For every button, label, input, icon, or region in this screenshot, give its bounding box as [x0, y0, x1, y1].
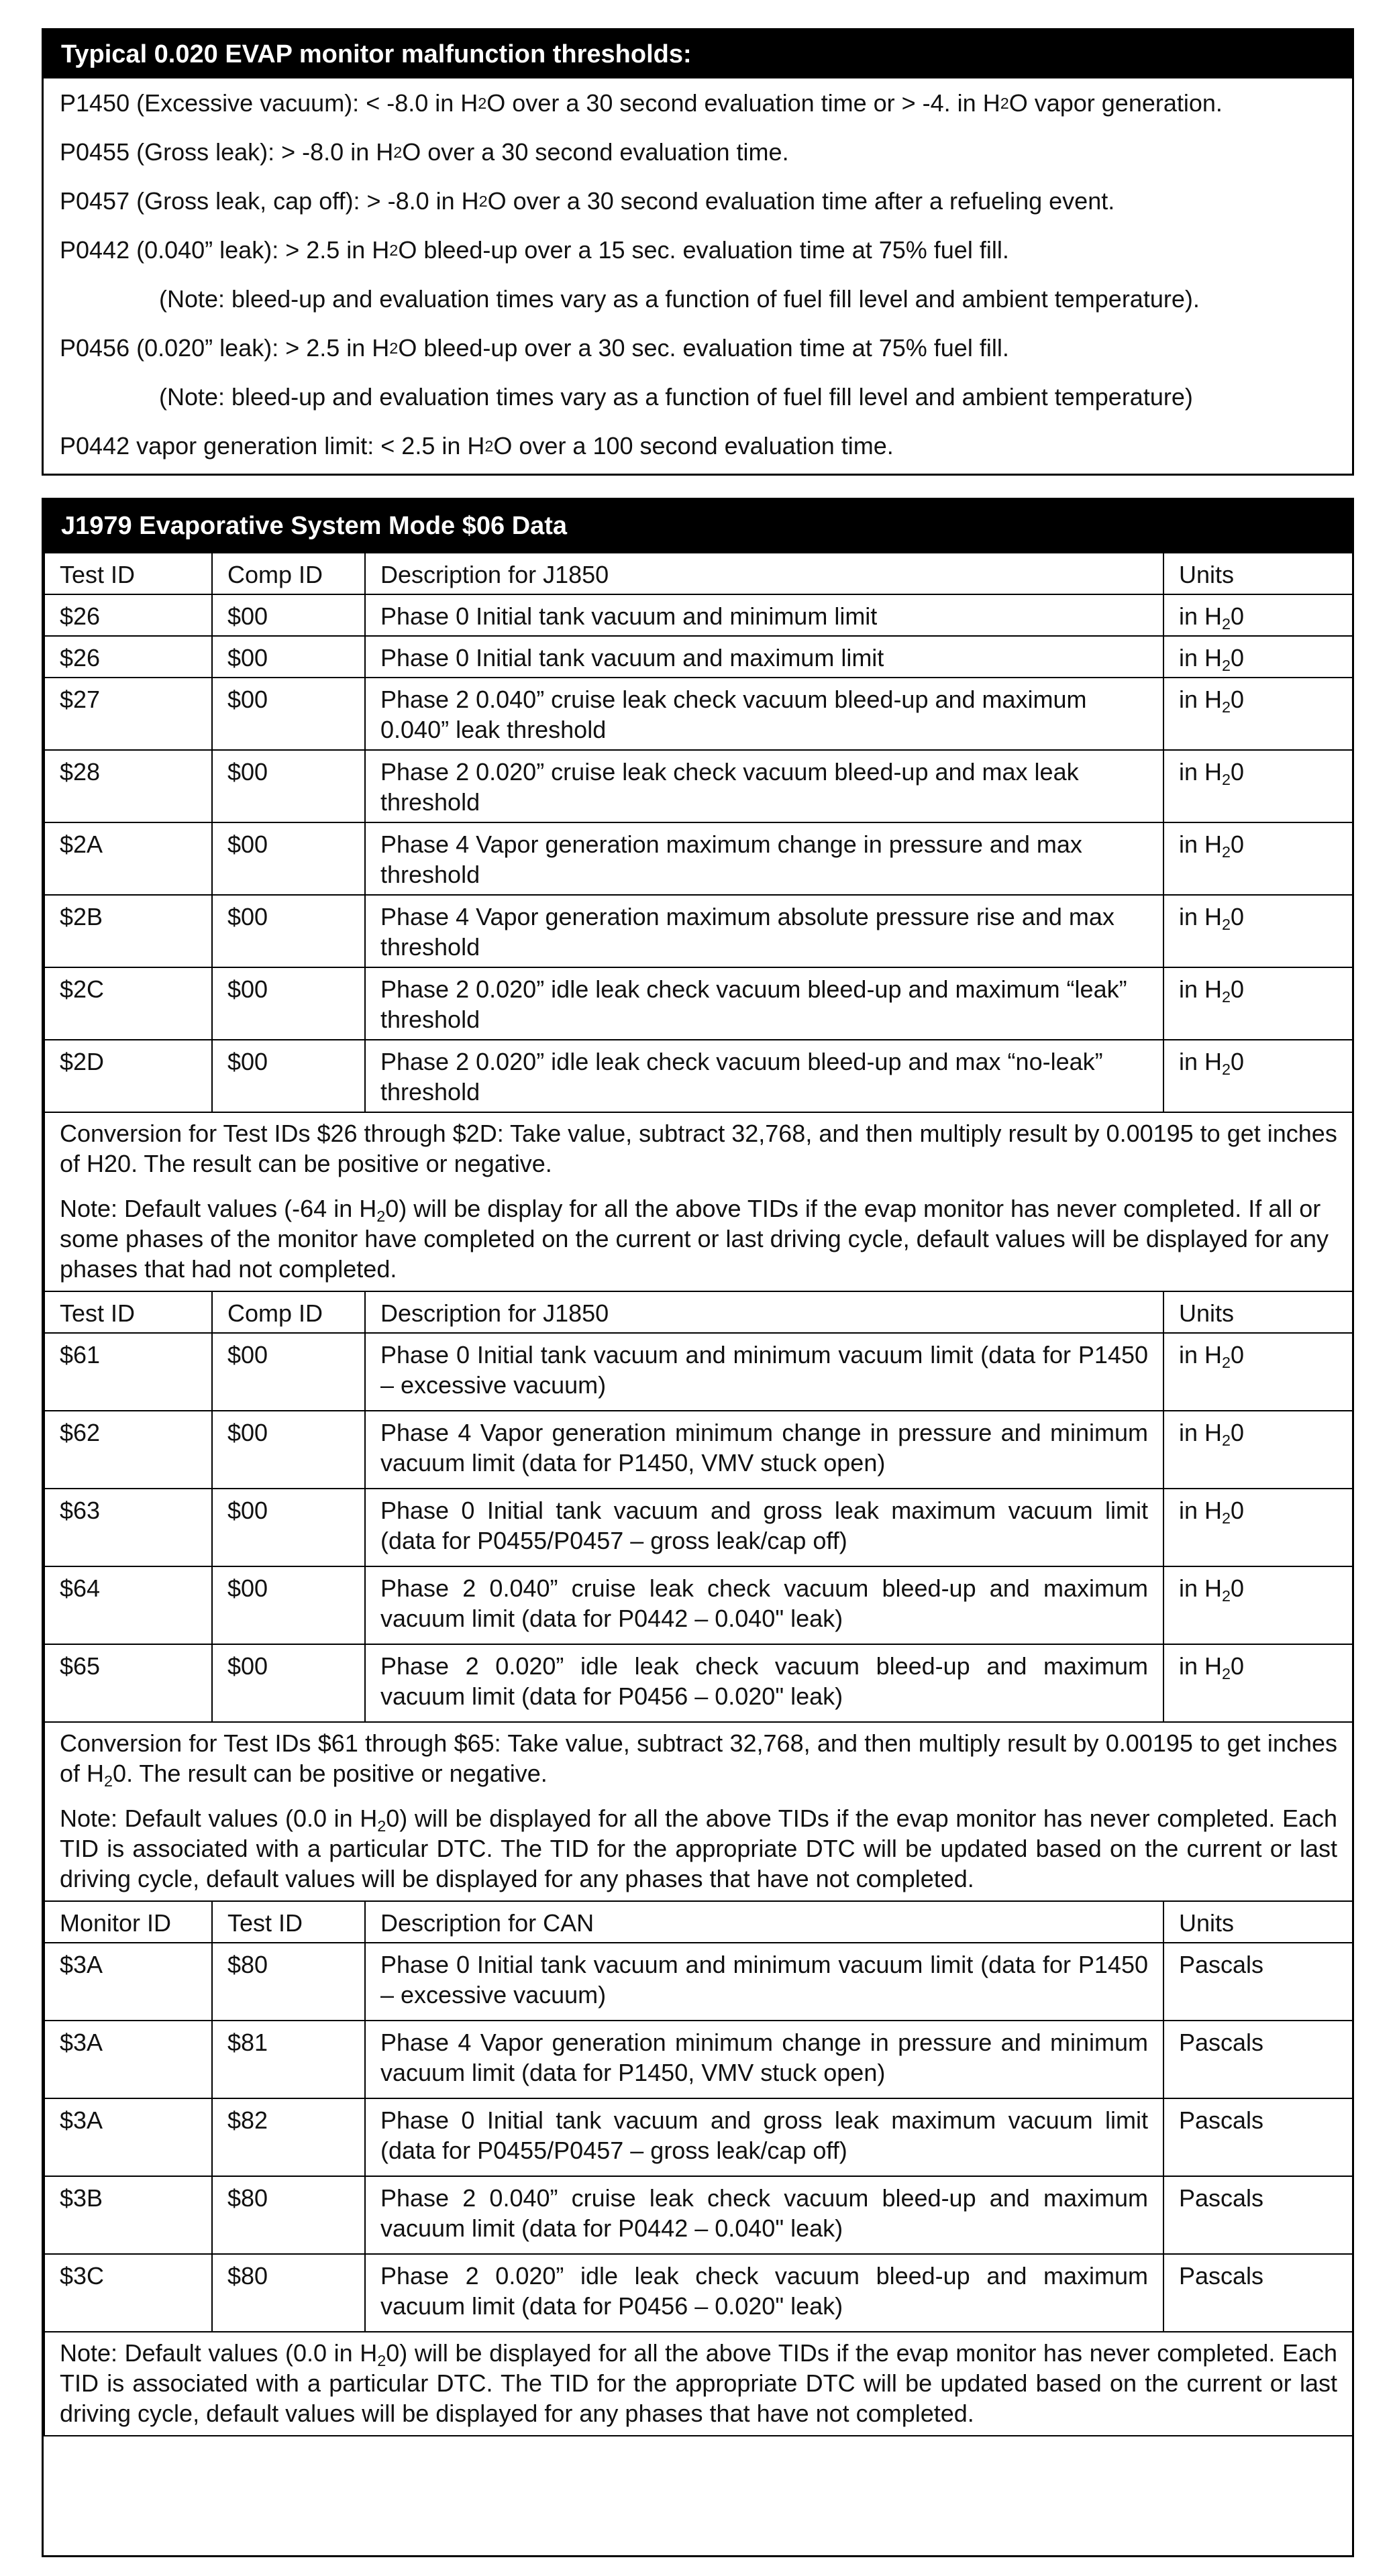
units: in $H_20$ — [1163, 636, 1353, 678]
table-row — [44, 967, 1353, 1040]
threshold-note: (Note: bleed-up and evaluation times vary as a function of fuel fill level and ambient temperature) — [159, 382, 1193, 411]
monitor-id: $3B — [44, 2176, 212, 2254]
units: in $H_20$ — [1163, 594, 1353, 636]
units: Pascals — [1163, 2176, 1353, 2254]
notes-row — [44, 1722, 1353, 1901]
table-row — [44, 895, 1353, 967]
comp-id: $00 — [212, 594, 365, 636]
description: Phase 4 Vapor generation minimum change in pressure and minimum vacuum limit (data for P1450, VMV stuck open) — [365, 2021, 1163, 2098]
col-header: Units — [1163, 1901, 1353, 1943]
threshold-p0455: P0455 (Gross leak): > -8.0 in H 2 O over a 30 second evaluation time. — [60, 138, 789, 166]
col-header: Comp ID — [212, 1291, 365, 1333]
table-row — [44, 1566, 1353, 1644]
table-row — [44, 822, 1353, 895]
monitor-id: $3A — [44, 1943, 212, 2021]
description: Phase 2 0.040” cruise leak check vacuum bleed-up and maximum vacuum limit (data for P0442 – 0.040" leak) — [365, 2176, 1163, 2254]
default-values-note: Note: Default values (0.0 in $H_20$) will be displayed for all the above TIDs if the evap monitor has never completed. Each TID is associated with a particular DTC. The TID for the appropriate DTC will be updated based on the current or last driving cycle, default values will be displayed for any phases that have not completed. — [60, 1805, 1337, 1892]
table-row — [44, 636, 1353, 678]
col-header: Units — [1163, 1291, 1353, 1333]
units: in $H_20$ — [1163, 678, 1353, 750]
units: in $H_20$ — [1163, 822, 1353, 895]
units: Pascals — [1163, 2021, 1353, 2098]
col-header: Test ID — [212, 1901, 365, 1943]
mode06-table — [44, 552, 1353, 2436]
notes-row — [44, 2332, 1353, 2436]
table-row — [44, 678, 1353, 750]
default-values-note: Note: Default values (0.0 in $H_20$) will be displayed for all the above TIDs if the evap monitor has never completed. Each TID is associated with a particular DTC. The TID for the appropriate DTC will be updated based on the current or last driving cycle, default values will be displayed for any phases that have not completed. — [60, 2339, 1337, 2427]
conversion-note: Conversion for Test IDs $26 through $2D: Take value, subtract 32,768, and then multiply result by 0.00195 to get inches of H20. The result can be positive or negative. — [60, 1120, 1337, 1177]
test-id: $2A — [44, 822, 212, 895]
test-id: $2D — [44, 1040, 212, 1112]
test-id: $2C — [44, 967, 212, 1040]
test-id: $81 — [212, 2021, 365, 2098]
col-header: Description for CAN — [365, 1901, 1163, 1943]
table-row — [44, 2176, 1353, 2254]
description: Phase 2 0.040” cruise leak check vacuum bleed-up and maximum vacuum limit (data for P0442 – 0.040" leak) — [365, 1566, 1163, 1644]
comp-id: $00 — [212, 1489, 365, 1566]
table-row — [44, 750, 1353, 822]
units: in $H_20$ — [1163, 1566, 1353, 1644]
units: in $H_20$ — [1163, 895, 1353, 967]
test-id: $82 — [212, 2098, 365, 2176]
test-id: $80 — [212, 2254, 365, 2332]
table-row — [44, 1943, 1353, 2021]
mode06-panel — [42, 498, 1354, 2557]
test-id: $62 — [44, 1411, 212, 1489]
conversion-note: Conversion for Test IDs $61 through $65: Take value, subtract 32,768, and then multiply result by 0.00195 to get inches of $H_20$. The result can be positive or negative. — [60, 1729, 1337, 1790]
table-row — [44, 1040, 1353, 1112]
threshold-p0457: P0457 (Gross leak, cap off): > -8.0 in H 2 O over a 30 second evaluation time after a refueling event. — [60, 186, 1115, 215]
table-row — [44, 2021, 1353, 2098]
table-row — [44, 1644, 1353, 1722]
table-header-row — [44, 1291, 1353, 1333]
comp-id: $00 — [212, 822, 365, 895]
test-id: $2B — [44, 895, 212, 967]
table-row — [44, 1489, 1353, 1566]
comp-id: $00 — [212, 1566, 365, 1644]
threshold-p0442: P0442 (0.040” leak): > 2.5 in H 2 O bleed-up over a 15 sec. evaluation time at 75% fuel fill. — [60, 235, 1009, 264]
notes-cell — [44, 1722, 1353, 1901]
col-header: Description for J1850 — [365, 553, 1163, 594]
description: Phase 0 Initial tank vacuum and gross leak maximum vacuum limit (data for P0455/P0457 – gross leak/cap off) — [365, 2098, 1163, 2176]
monitor-id: $3C — [44, 2254, 212, 2332]
comp-id: $00 — [212, 1333, 365, 1411]
col-header: Comp ID — [212, 553, 365, 594]
threshold-p0456: P0456 (0.020” leak): > 2.5 in H 2 O bleed-up over a 30 sec. evaluation time at 75% fuel fill. — [60, 333, 1009, 362]
monitor-id: $3A — [44, 2098, 212, 2176]
description: Phase 2 0.020” idle leak check vacuum bleed-up and maximum “leak” threshold — [365, 967, 1163, 1040]
table-row — [44, 2254, 1353, 2332]
test-id: $63 — [44, 1489, 212, 1566]
description: Phase 4 Vapor generation maximum change in pressure and max threshold — [365, 822, 1163, 895]
thresholds-title: Typical 0.020 EVAP monitor malfunction thresholds: — [44, 30, 1352, 78]
units: in $H_20$ — [1163, 967, 1353, 1040]
units: Pascals — [1163, 2254, 1353, 2332]
mode06-title: J1979 Evaporative System Mode $06 Data — [44, 500, 1352, 552]
threshold-note: (Note: bleed-up and evaluation times vary as a function of fuel fill level and ambient temperature). — [159, 284, 1200, 313]
col-header: Monitor ID — [44, 1901, 212, 1943]
test-id: $80 — [212, 2176, 365, 2254]
units: Pascals — [1163, 1943, 1353, 2021]
units: in $H_20$ — [1163, 1644, 1353, 1722]
description: Phase 2 0.020” idle leak check vacuum bleed-up and max “no-leak” threshold — [365, 1040, 1163, 1112]
notes-cell — [44, 1112, 1353, 1291]
comp-id: $00 — [212, 895, 365, 967]
units: in $H_20$ — [1163, 750, 1353, 822]
test-id: $61 — [44, 1333, 212, 1411]
description: Phase 0 Initial tank vacuum and minimum vacuum limit (data for P1450 – excessive vacuum) — [365, 1943, 1163, 2021]
test-id: $27 — [44, 678, 212, 750]
col-header: Units — [1163, 553, 1353, 594]
monitor-id: $3A — [44, 2021, 212, 2098]
description: Phase 2 0.020” cruise leak check vacuum bleed-up and max leak threshold — [365, 750, 1163, 822]
table-header-row — [44, 553, 1353, 594]
test-id: $64 — [44, 1566, 212, 1644]
table-row — [44, 1333, 1353, 1411]
comp-id: $00 — [212, 1411, 365, 1489]
comp-id: $00 — [212, 967, 365, 1040]
comp-id: $00 — [212, 1644, 365, 1722]
units: Pascals — [1163, 2098, 1353, 2176]
comp-id: $00 — [212, 678, 365, 750]
threshold-p1450: P1450 (Excessive vacuum): < -8.0 in H 2 O over a 30 second evaluation time or > -4. in H 2 O vapor generation. — [60, 89, 1223, 117]
notes-cell — [44, 2332, 1353, 2436]
units: in $H_20$ — [1163, 1040, 1353, 1112]
test-id: $26 — [44, 636, 212, 678]
table-row — [44, 594, 1353, 636]
default-values-note: Note: Default values (-64 in $H_20$) will be display for all the above TIDs if the evap monitor has never completed. If all or some phases of the monitor have completed on the current or last driving cycle, default values will be displayed for any phases that had not completed. — [60, 1195, 1329, 1283]
description: Phase 2 0.020” idle leak check vacuum bleed-up and maximum vacuum limit (data for P0456 – 0.020" leak) — [365, 1644, 1163, 1722]
notes-row — [44, 1112, 1353, 1291]
test-id: $80 — [212, 1943, 365, 2021]
col-header: Description for J1850 — [365, 1291, 1163, 1333]
description: Phase 4 Vapor generation minimum change in pressure and minimum vacuum limit (data for P1450, VMV stuck open) — [365, 1411, 1163, 1489]
table-header-row — [44, 1901, 1353, 1943]
test-id: $65 — [44, 1644, 212, 1722]
comp-id: $00 — [212, 750, 365, 822]
description: Phase 0 Initial tank vacuum and gross leak maximum vacuum limit (data for P0455/P0457 – gross leak/cap off) — [365, 1489, 1163, 1566]
comp-id: $00 — [212, 636, 365, 678]
table-row — [44, 1411, 1353, 1489]
threshold-vapor-limit: P0442 vapor generation limit: < 2.5 in H 2 O over a 100 second evaluation time. — [60, 431, 894, 460]
col-header: Test ID — [44, 553, 212, 594]
units: in $H_20$ — [1163, 1411, 1353, 1489]
description: Phase 0 Initial tank vacuum and minimum limit — [365, 594, 1163, 636]
units: in $H_20$ — [1163, 1489, 1353, 1566]
test-id: $26 — [44, 594, 212, 636]
comp-id: $00 — [212, 1040, 365, 1112]
col-header: Test ID — [44, 1291, 212, 1333]
test-id: $28 — [44, 750, 212, 822]
description: Phase 0 Initial tank vacuum and minimum vacuum limit (data for P1450 – excessive vacuum) — [365, 1333, 1163, 1411]
description: Phase 0 Initial tank vacuum and maximum limit — [365, 636, 1163, 678]
description: Phase 2 0.020” idle leak check vacuum bleed-up and maximum vacuum limit (data for P0456 – 0.020" leak) — [365, 2254, 1163, 2332]
table-row — [44, 2098, 1353, 2176]
description: Phase 2 0.040” cruise leak check vacuum bleed-up and maximum 0.040” leak threshold — [365, 678, 1163, 750]
units: in $H_20$ — [1163, 1333, 1353, 1411]
thresholds-panel — [42, 28, 1354, 476]
description: Phase 4 Vapor generation maximum absolute pressure rise and max threshold — [365, 895, 1163, 967]
